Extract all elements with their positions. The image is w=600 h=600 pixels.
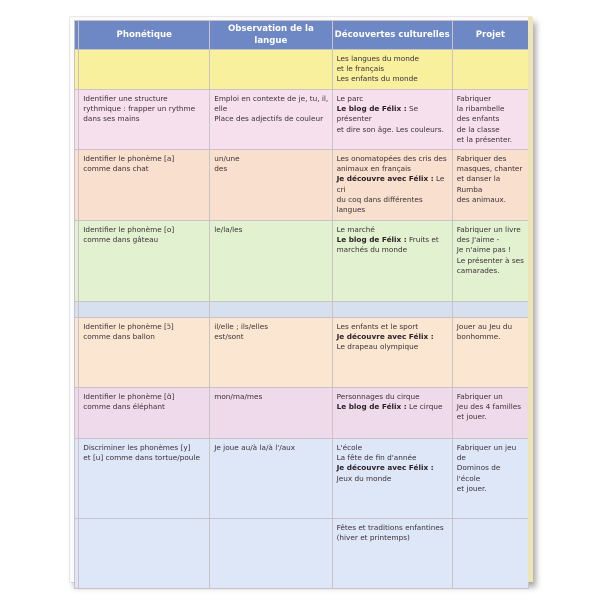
cell-observation [210,221,332,302]
cell-text: Identifier le phonème [a] [83,154,175,164]
cell-text: Fabriquer des [456,154,507,164]
cell-text: bonhomme. [456,332,501,342]
cell-line [337,195,449,215]
cell-text: et la présenter. [456,134,513,144]
cell-bold-label: Je découvre avec Félix : [336,332,434,342]
cell-line [457,412,525,422]
cell-text: et dire son âge. Les couleurs. [336,124,444,134]
cell-line [83,392,206,402]
curriculum-table [74,20,529,589]
cell-text: Le présenter à ses [456,255,524,265]
cell-text: Identifier le phonème [ɑ̃] [83,392,175,402]
cell-text: Fabriquer un jeu de [456,443,517,463]
table-row [75,90,529,150]
cell-observation [210,519,332,589]
cell-observation [210,439,332,519]
cell-line [214,392,328,402]
cell-phonetique [79,221,210,302]
cell-line [214,332,328,342]
cell-line [337,402,449,412]
cell-projet [452,150,528,221]
cell-line [337,392,449,402]
table-row [75,150,529,221]
cell-line [457,114,525,124]
cell-line [457,332,525,342]
cell-decouvertes [332,302,452,318]
cell-line [337,245,449,255]
cell-text: la ribambelle [456,104,505,114]
cell-text: et le français [336,64,385,74]
cell-line [337,125,449,135]
cell-phonetique [79,439,210,519]
cell-text: Jouer au Jeu du [456,322,513,332]
header-observation: Observation de la langue [210,21,332,50]
cell-line [337,533,449,543]
cell-decouvertes [332,221,452,302]
cell-text: masques, chanter [456,164,523,174]
cell-text: du coq dans différentes langues [336,194,423,215]
cell-line [457,463,525,483]
table-row [75,439,529,519]
cell-line [337,74,449,84]
cell-text: camarades. [456,265,500,275]
cell-line [83,104,206,114]
cell-phonetique [79,519,210,589]
cell-line [337,523,449,533]
cell-text: Le parc [336,94,364,104]
cell-line [457,484,525,494]
cell-text: Fabriquer [456,94,492,104]
cell-text: il/elle ; ils/elles [214,322,269,332]
cell-line [457,402,525,412]
cell-text: Identifier le phonème [ɔ̃] [83,322,174,332]
cell-projet [452,302,528,318]
cell-observation [210,318,332,388]
page-edge [528,17,533,582]
cell-text: Le drapeau olympique [336,342,419,352]
cell-text: Emploi en contexte de je, tu, il, [214,94,329,104]
cell-text: elle [214,104,228,114]
cell-text: comme dans gâteau [83,235,159,245]
cell-text: et jouer. [456,412,487,422]
cell-text: rythmique : frapper un rythme [83,104,196,114]
cell-text: Les enfants et le sport [336,322,419,332]
cell-text: Fruits et [406,235,439,245]
cell-projet [452,50,528,90]
cell-text: Le cirque [406,402,443,412]
cell-text: Fêtes et traditions enfantines [336,523,444,533]
cell-line [457,135,525,145]
cell-text: des J'aime - [456,235,500,245]
cell-projet [452,221,528,302]
cell-line [83,322,206,332]
cell-line [457,322,525,332]
cell-line [337,104,449,124]
cell-bold-label: Je découvre avec Félix : [336,463,434,473]
cell-line [214,104,328,114]
cell-text: un/une [214,154,240,164]
cell-line [214,94,328,104]
cell-text: Discriminer les phonèmes [y] [83,443,191,453]
cell-phonetique [79,388,210,439]
cell-line [457,154,525,164]
cell-line [337,174,449,194]
cell-text: est/sont [214,332,244,342]
table-row [75,221,529,302]
cell-observation [210,50,332,90]
cell-text: Fabriquer un livre [456,225,521,235]
cell-text: Se présenter [336,104,419,124]
cell-text: Identifier le phonème [o] [83,225,175,235]
cell-line [83,154,206,164]
cell-phonetique [79,318,210,388]
cell-line [457,245,525,255]
table-header-row [75,21,529,50]
header-phonetique: Phonétique [79,21,210,50]
cell-decouvertes [332,519,452,589]
cell-text: L'école [336,443,363,453]
cell-line [337,225,449,235]
cell-line [214,225,328,235]
cell-line [214,164,328,174]
cell-text: Je joue au/à la/à l'/aux [214,443,296,453]
cell-text: et danser la Rumba [456,174,501,194]
cell-text: comme dans éléphant [83,402,165,412]
cell-line [457,125,525,135]
cell-line [337,54,449,64]
cell-observation [210,150,332,221]
cell-text: Le cri [336,174,445,194]
cell-line [214,443,328,453]
table-row [75,302,529,318]
cell-text: Dominos de l'école [456,463,501,483]
header-projet: Projet [452,21,528,50]
table-row [75,388,529,439]
header-decouvertes: Découvertes culturelles [332,21,452,50]
cell-text: Les langues du monde [336,54,419,64]
cell-bold-label: Le blog de Félix : [336,235,407,245]
cell-text: (hiver et printemps) [336,533,410,543]
cell-line [457,225,525,235]
cell-bold-label: Le blog de Félix : [336,104,407,114]
cell-text: Les onomatopées des cris des [336,154,447,164]
cell-text: dans ses mains [83,114,140,124]
cell-line [83,225,206,235]
cell-text: Place des adjectifs de couleur [214,114,324,124]
cell-text: des enfants [456,114,500,124]
cell-phonetique [79,50,210,90]
cell-phonetique [79,90,210,150]
cell-line [337,332,449,342]
cell-line [337,463,449,473]
table-row [75,519,529,589]
cell-line [337,94,449,104]
cell-phonetique [79,150,210,221]
cell-text: mon/ma/mes [214,392,263,402]
cell-line [457,266,525,276]
cell-text: comme dans chat [83,164,149,174]
cell-text: et jouer. [456,483,487,493]
cell-line [337,64,449,74]
cell-text: marchés du monde [336,245,408,255]
cell-line [83,235,206,245]
cell-text: de la classe [456,124,500,134]
cell-decouvertes [332,318,452,388]
cell-line [337,474,449,484]
cell-line [337,443,449,453]
cell-observation [210,388,332,439]
cell-text: Personnages du cirque [336,392,420,402]
cell-text: comme dans ballon [83,332,155,342]
cell-line [457,443,525,463]
cell-line [457,195,525,205]
cell-text: Jeux du monde [336,473,392,483]
cell-line [337,154,449,164]
cell-line [83,114,206,124]
cell-phonetique [79,302,210,318]
cell-line [214,154,328,164]
cell-line [337,235,449,245]
cell-text: animaux en français [336,164,411,174]
cell-decouvertes [332,50,452,90]
cell-decouvertes [332,90,452,150]
cell-line [214,322,328,332]
cell-line [337,164,449,174]
cell-text: des animaux. [456,194,506,204]
cell-projet [452,388,528,439]
cell-projet [452,439,528,519]
cell-text: Jeu des 4 familles [456,402,522,412]
textbook-page [70,17,532,582]
cell-line [83,453,206,463]
cell-line [457,256,525,266]
cell-text: Identifier une structure [83,94,168,104]
cell-text: Le marché [336,225,375,235]
cell-text: et [u] comme dans tortue/poule [83,453,200,463]
table-row [75,318,529,388]
cell-line [214,114,328,124]
cell-line [337,453,449,463]
cell-line [457,104,525,114]
cell-text: le/la/les [214,225,243,235]
cell-decouvertes [332,388,452,439]
cell-line [457,94,525,104]
cell-line [83,402,206,412]
cell-decouvertes [332,150,452,221]
cell-projet [452,90,528,150]
cell-text: Je n'aime pas ! [456,245,511,255]
cell-observation [210,90,332,150]
cell-text: des [214,164,228,174]
cell-projet [452,318,528,388]
table-row [75,50,529,90]
cell-line [457,164,525,174]
cell-bold-label: Le blog de Félix : [336,402,407,412]
cell-line [457,174,525,194]
cell-line [83,164,206,174]
cell-decouvertes [332,439,452,519]
cell-line [83,94,206,104]
cell-line [457,392,525,402]
cell-projet [452,519,528,589]
cell-line [457,235,525,245]
cell-line [337,342,449,352]
cell-line [83,332,206,342]
cell-observation [210,302,332,318]
cell-line [337,322,449,332]
cell-text: Fabriquer un [456,392,503,402]
cell-line [83,443,206,453]
cell-text: Les enfants du monde [336,74,418,84]
cell-text: La fête de fin d'année [336,453,417,463]
cell-bold-label: Je découvre avec Félix : [336,174,434,184]
